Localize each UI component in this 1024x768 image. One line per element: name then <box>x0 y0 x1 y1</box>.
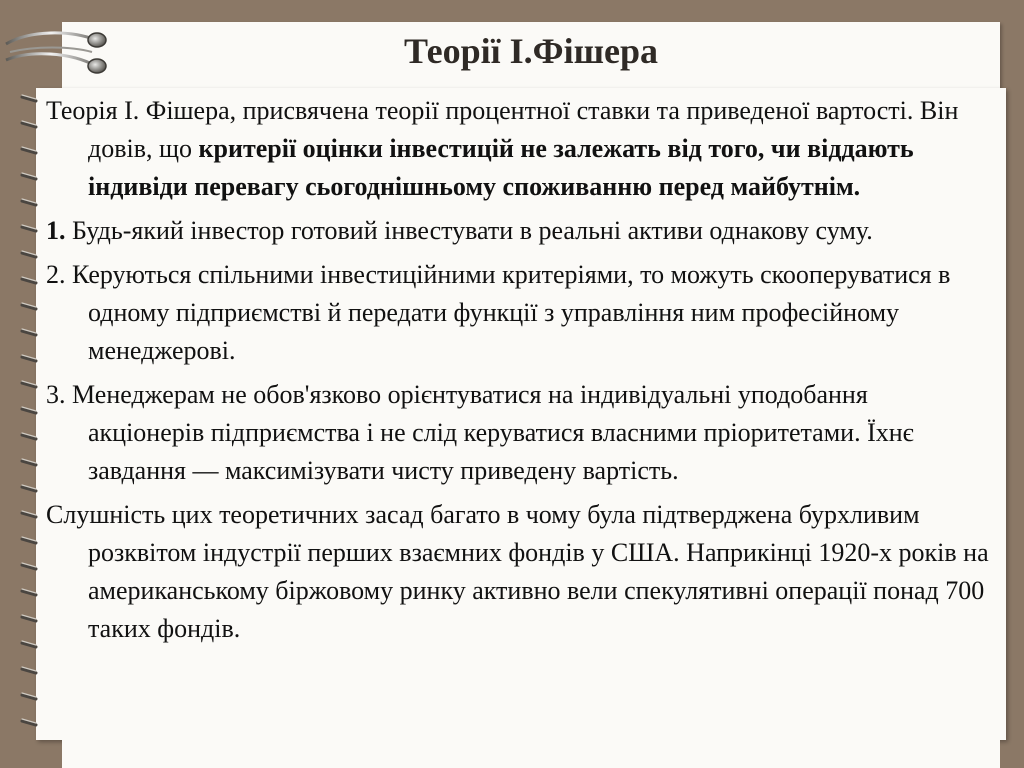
paragraph-conclusion: Слушність цих теоретичних засад багато в чому була підтверджена бурхливим розквітом індустрії перших взаємних фондів у США. Наприкінці 1920-х років на американському біржовому ринку активно вели спекулятивні операції понад 700 таких фондів. <box>46 500 989 643</box>
slide-content <box>46 92 990 654</box>
point-1-text: Будь-який інвестор готовий інвестувати в реальні активи однакову суму. <box>65 216 873 245</box>
point-1-number: 1. <box>46 216 66 245</box>
paragraph-point-3: 3. Менеджерам не обов'язково орієнтуватися на індивідуальні уподобання акціонерів підприємства і не слід керуватися власними пріоритетами. Їхнє завдання — максимізувати чисту приведену вартість. <box>46 380 914 485</box>
notebook-paper-bottom <box>62 740 1000 768</box>
paragraph-point-1 <box>46 212 990 250</box>
paragraph-intro-text: Теорія І. Фішера, присвячена теорії процентної ставки та приведеної вартості. Він довів, що <box>46 96 959 163</box>
paragraph-intro-bold: критерії оцінки інвестицій не залежать від того, чи віддають індивіди перевагу сьогоднішньому споживанню перед майбутнім. <box>88 134 914 201</box>
paragraph-intro <box>46 92 990 206</box>
slide-title: Теорії І.Фішера <box>404 31 658 71</box>
paragraph-point-2: 2. Керуються спільними інвестиційними критеріями, то можуть скооперуватися в одному підприємстві й передати функції з управління ним професійному менеджерові. <box>46 260 951 365</box>
